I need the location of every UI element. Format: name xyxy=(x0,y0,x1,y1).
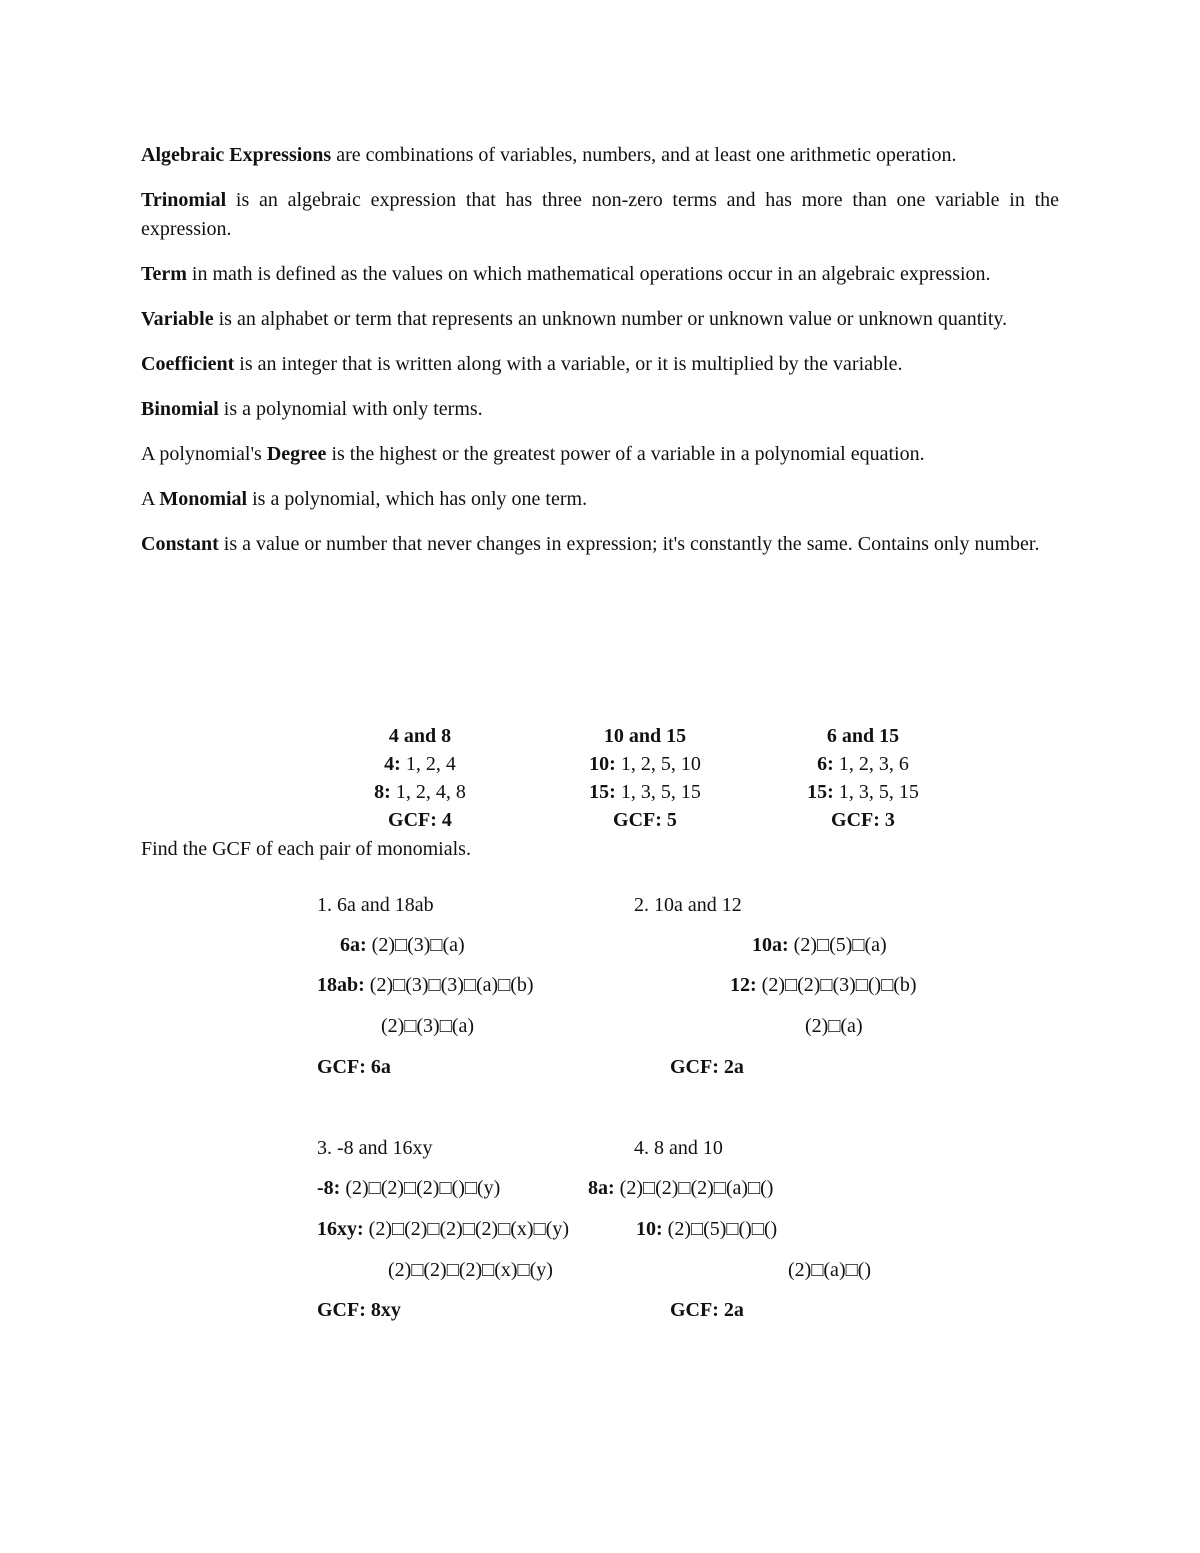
factor-row: 10: 1, 2, 5, 10 xyxy=(589,753,701,775)
problem-2-common-factors: (2)□(a) xyxy=(805,1015,863,1037)
problem-2-title: 2. 10a and 12 xyxy=(634,894,742,916)
definition-term: Monomial xyxy=(159,488,248,510)
definition-term: Variable xyxy=(141,308,214,330)
definition-term: Degree xyxy=(266,443,327,465)
definition-term: Coefficient xyxy=(141,353,235,375)
gcf-example-heading: 10 and 15 xyxy=(603,725,687,747)
problem-3-common-factors: (2)□(2)□(2)□(x)□(y) xyxy=(388,1259,553,1281)
gcf-result: GCF: 3 xyxy=(831,809,895,831)
problem-1-line-2: 18ab: (2)□(3)□(3)□(a)□(b) xyxy=(317,974,534,996)
problem-3-line-2: 16xy: (2)□(2)□(2)□(2)□(x)□(y) xyxy=(317,1218,569,1240)
factor-row: 8: 1, 2, 4, 8 xyxy=(374,781,466,803)
problem-1-common-factors: (2)□(3)□(a) xyxy=(381,1015,474,1037)
definition-monomial: A Monomial is a polynomial, which has only one term. xyxy=(141,488,588,510)
problem-2-gcf: GCF: 2a xyxy=(670,1056,744,1078)
problem-2-line-1: 10a: (2)□(5)□(a) xyxy=(752,934,887,956)
factor-row: 15: 1, 3, 5, 15 xyxy=(807,781,919,803)
problem-4-gcf: GCF: 2a xyxy=(670,1299,744,1321)
problem-3-gcf: GCF: 8xy xyxy=(317,1299,401,1321)
gcf-result: GCF: 4 xyxy=(388,809,452,831)
gcf-example-6-15 xyxy=(743,722,983,834)
problem-3-line-1: -8: (2)□(2)□(2)□()□(y) xyxy=(317,1177,501,1199)
problem-1-line-1: 6a: (2)□(3)□(a) xyxy=(340,934,465,956)
definition-coefficient: Coefficient is an integer that is written along with a variable, or it is multiplied by the variable. xyxy=(141,353,903,375)
definitions-list xyxy=(141,141,1059,575)
definition-term-item: Term in math is defined as the values on which mathematical operations occur in an algebraic expression. xyxy=(141,263,991,285)
gcf-example-10-15 xyxy=(525,722,765,834)
definition-trinomial: Trinomial is an algebraic expression that has three non-zero terms and has more than one variable in the expression. xyxy=(141,189,1059,240)
definition-binomial: Binomial is a polynomial with only terms. xyxy=(141,398,483,420)
factor-row: 6: 1, 2, 3, 6 xyxy=(817,753,909,775)
definition-term: Term xyxy=(141,263,187,285)
definition-algebraic-expressions: Algebraic Expressions are combinations of variables, numbers, and at least one arithmetic operation. xyxy=(141,144,957,166)
instruction: Find the GCF of each pair of monomials. xyxy=(141,838,471,860)
problem-1-title: 1. 6a and 18ab xyxy=(317,894,434,916)
gcf-result: GCF: 5 xyxy=(613,809,677,831)
factor-row: 4: 1, 2, 4 xyxy=(384,753,456,775)
problem-2-line-2: 12: (2)□(2)□(3)□()□(b) xyxy=(730,974,917,996)
problem-3-title: 3. -8 and 16xy xyxy=(317,1137,433,1159)
problem-4-common-factors: (2)□(a)□() xyxy=(788,1259,871,1281)
definition-constant: Constant is a value or number that never changes in expression; it's constantly the same. Contains only number. xyxy=(141,533,1040,555)
problem-4-line-2: 10: (2)□(5)□()□() xyxy=(636,1218,778,1240)
gcf-example-4-8 xyxy=(300,722,540,834)
gcf-example-heading: 6 and 15 xyxy=(826,725,900,747)
definition-term: Binomial xyxy=(141,398,219,420)
definition-term: Algebraic Expressions xyxy=(141,144,332,166)
definition-term: Trinomial xyxy=(141,189,227,211)
definition-term: Constant xyxy=(141,533,219,555)
problem-4-line-1: 8a: (2)□(2)□(2)□(a)□() xyxy=(588,1177,774,1199)
gcf-example-heading: 4 and 8 xyxy=(388,725,452,747)
factor-row: 15: 1, 3, 5, 15 xyxy=(589,781,701,803)
problem-1-gcf: GCF: 6a xyxy=(317,1056,391,1078)
problem-4-title: 4. 8 and 10 xyxy=(634,1137,723,1159)
definition-variable: Variable is an alphabet or term that represents an unknown number or unknown value or unknown quantity. xyxy=(141,308,1008,330)
definition-degree: A polynomial's Degree is the highest or the greatest power of a variable in a polynomial equation. xyxy=(141,443,925,465)
